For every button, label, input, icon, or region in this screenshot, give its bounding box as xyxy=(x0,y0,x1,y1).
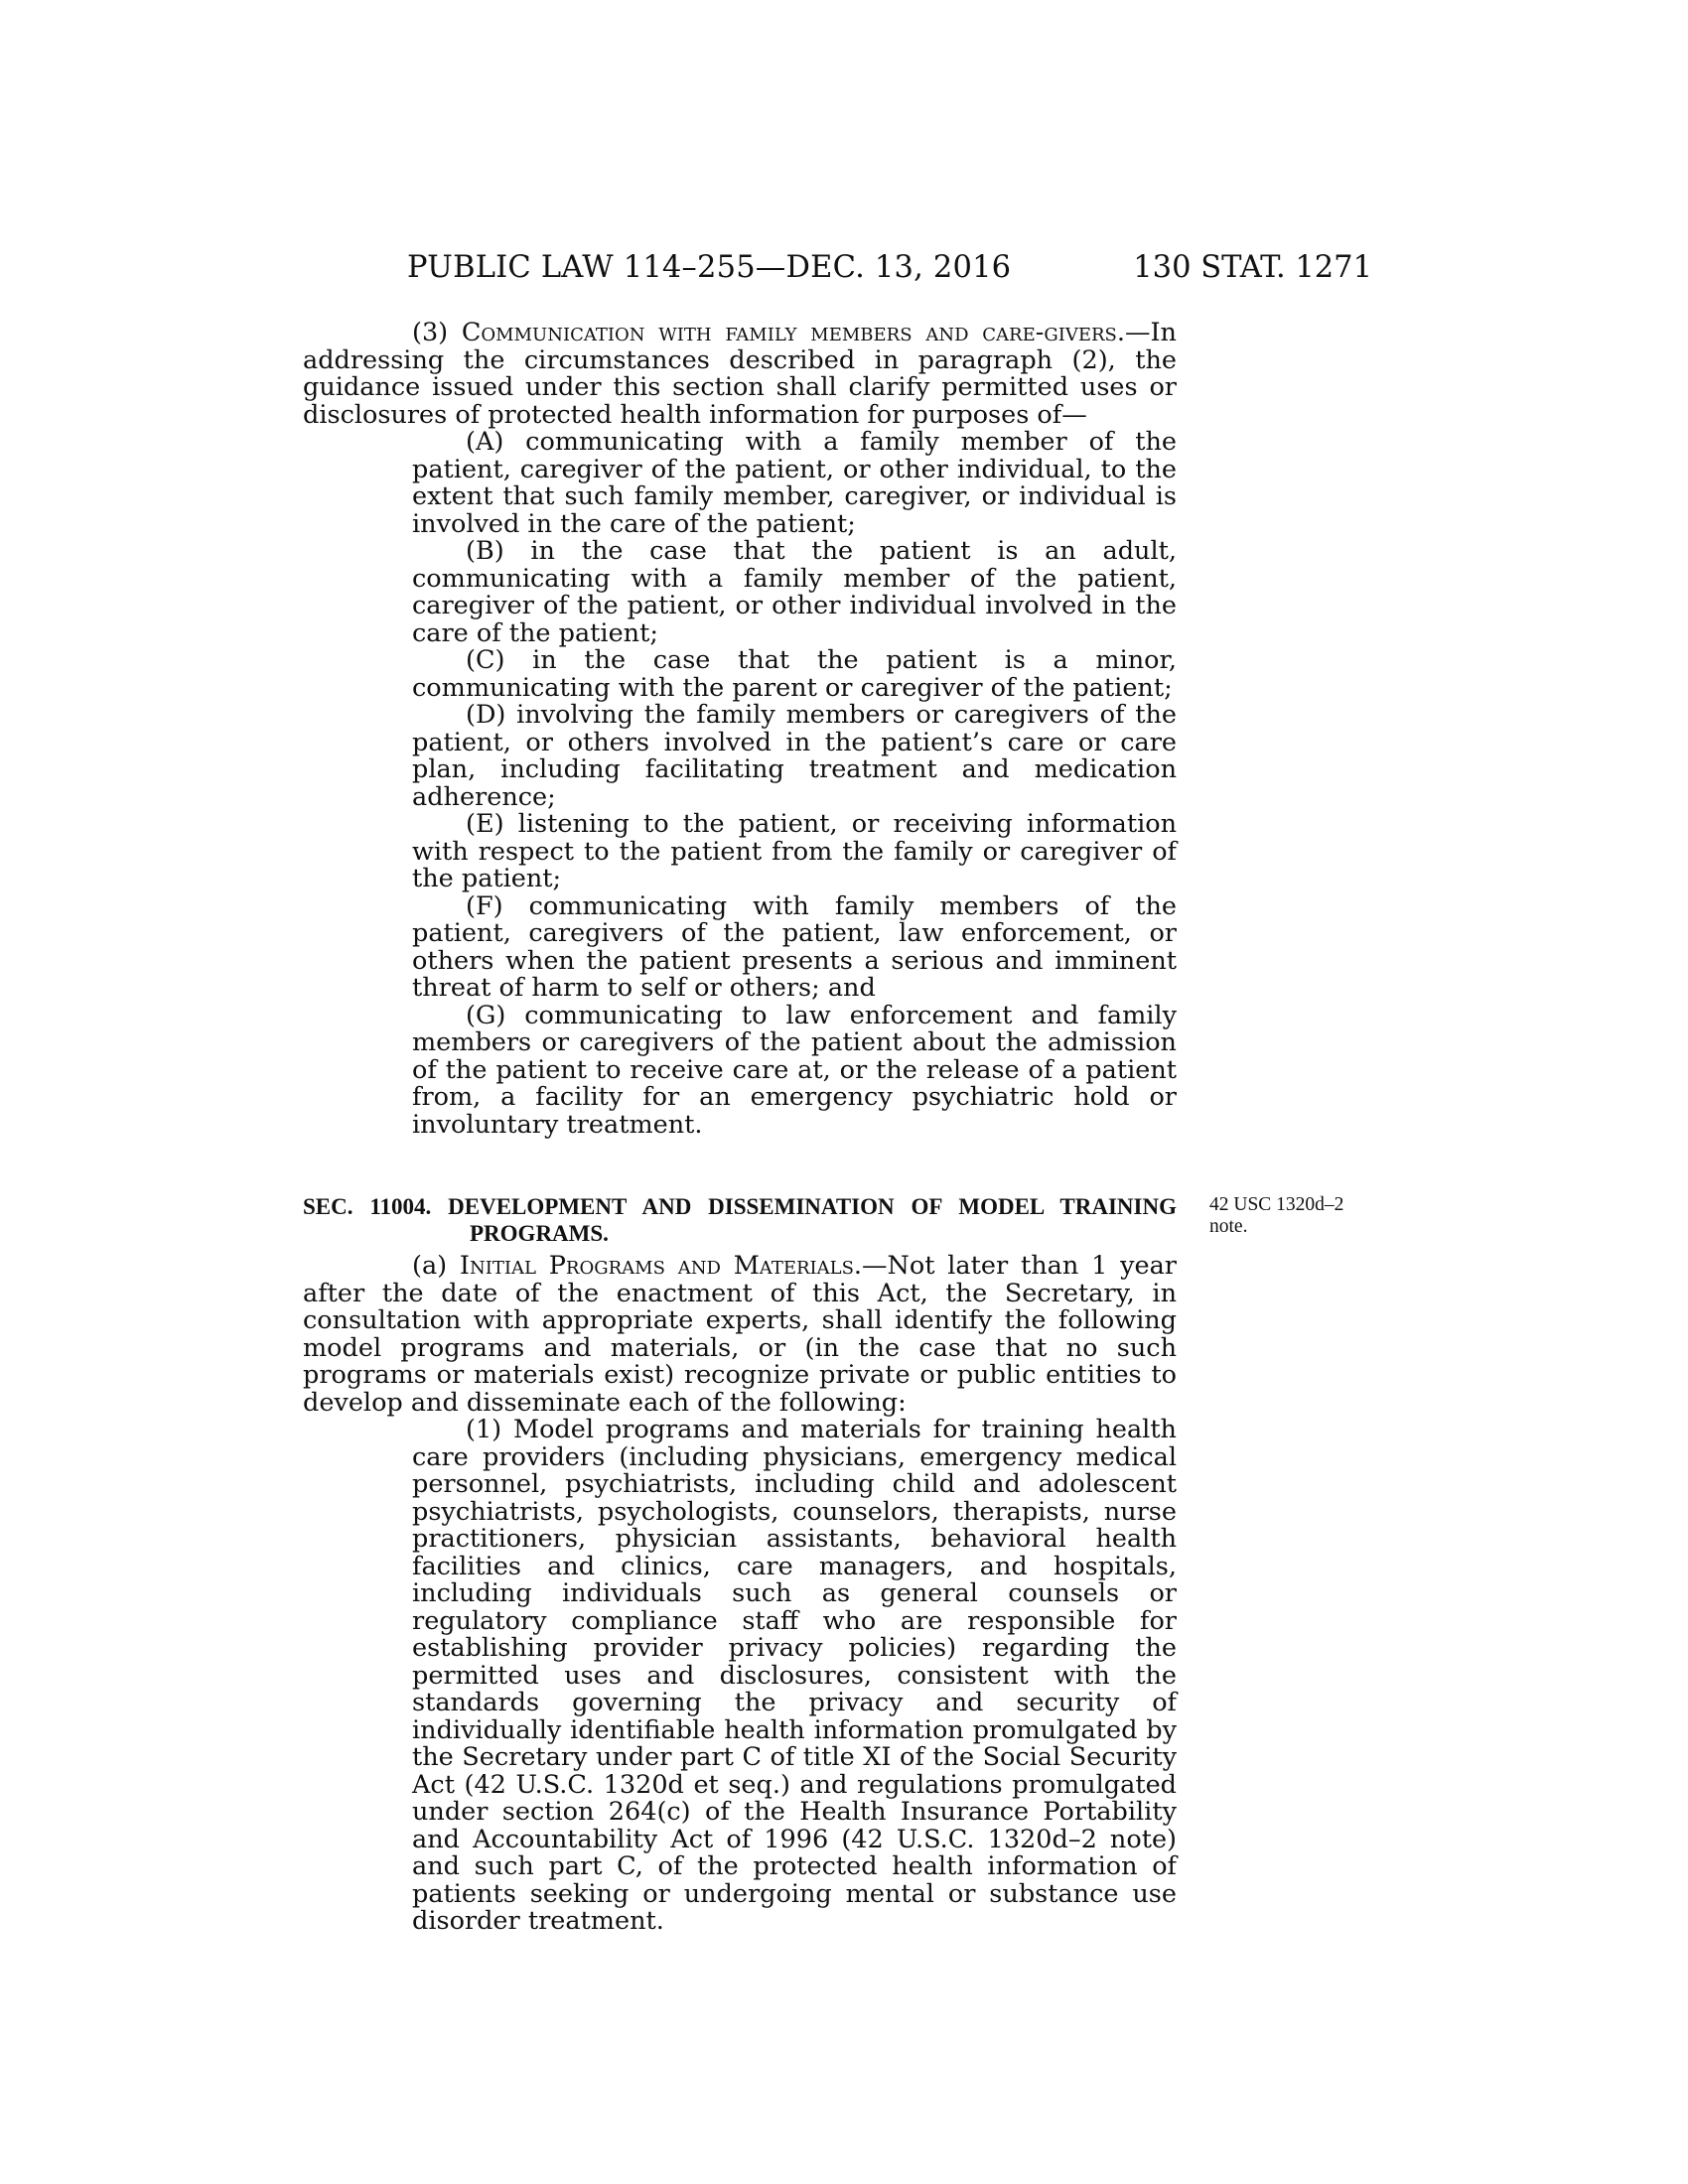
subsection-a-heading: Initial Programs and Materials. xyxy=(459,1251,863,1281)
section-heading xyxy=(303,1193,1177,1247)
margin-note-suffix: note. xyxy=(1209,1216,1248,1237)
page-stat-number: 130 STAT. 1271 xyxy=(1133,250,1372,285)
item-e: (E) listening to the patient, or receiving information with respect to the patient from the family or caregiver of the patient; xyxy=(412,809,1177,893)
paragraph-3-number: (3) xyxy=(412,318,462,347)
subsection-a-number: (a) xyxy=(412,1251,460,1281)
subsection-a-text: —Not later than 1 year after the date of the enactment of this Act, the Secretary, in consultation with appropriate experts, shall identify the following model programs and materials, or (in the case that no such programs or materials exist) recognize private or public entities to develop and disseminate each of the following: xyxy=(303,1251,1177,1418)
item-f: (F) communicating with family members of the patient, caregivers of the patient, law enforcement, or others when the patient presents a serious and imminent threat of harm to self or others; and xyxy=(412,890,1177,1003)
paragraph-3 xyxy=(303,320,1177,429)
section-heading-line2: PROGRAMS. xyxy=(470,1221,609,1246)
margin-note-citation: 42 USC 1320d–2 xyxy=(1209,1194,1344,1215)
item-b: (B) in the case that the patient is an adult, communicating with a family member of the patient, caregiver of the patient, or other individual involved in the care of the patient; xyxy=(412,536,1177,648)
paragraph-3-text: —In addressing the circumstances described in paragraph (2), the guidance issued under this section shall clarify permitted uses or disclosures of protected health information for purposes of— xyxy=(303,318,1177,430)
item-a: (A) communicating with a family member of the patient, caregiver of the patient, or other individual, to the extent that such family member, caregiver, or individual is involved in the care of the patient; xyxy=(412,427,1177,539)
subsection-a xyxy=(303,1253,1177,1417)
training-section xyxy=(303,1253,1177,1936)
item-d: (D) involving the family members or caregivers of the patient, or others involved in the patient’s care or care plan, including facilitating treatment and medication adherence; xyxy=(412,700,1177,812)
running-head: PUBLIC LAW 114–255—DEC. 13, 2016 xyxy=(407,250,1012,285)
guidance-section xyxy=(303,320,1177,1139)
subsection-a-paragraph-1: (1) Model programs and materials for training health care providers (including physicians, emergency medical personnel, psychiatrists, including child and adolescent psychiatrists, psychologists, counselors, therapists, nurse practitioners, physician assistants, behavioral health facilities and clinics, care managers, and hospitals, including individuals such as general counsels or regulatory compliance staff who are responsible for establishing provider privacy policies) regarding the permitted uses and disclosures, consistent with the standards governing the privacy and security of individually identifiable health information promulgated by the Secretary under part C of title XI of the Social Security Act (42 U.S.C. 1320d et seq.) and regulations promulgated under section 264(c) of the Health Insurance Portability and Accountability Act of 1996 (42 U.S.C. 1320d–2 note) and such part C, of the protected health information of patients seeking or undergoing mental or substance use disorder treatment. xyxy=(412,1415,1177,1936)
section-heading-line1: SEC. 11004. DEVELOPMENT AND DISSEMINATION OF MODEL TRAINING xyxy=(303,1194,1177,1219)
item-c: (C) in the case that the patient is a minor, communicating with the parent or caregiver of the patient; xyxy=(412,645,1177,703)
margin-note xyxy=(1209,1194,1343,1238)
page-header xyxy=(407,250,1400,290)
item-g: (G) communicating to law enforcement and family members or caregivers of the patient about the admission of the patient to receive care at, or the release of a patient from, a facility for an emergency psychiatric hold or involuntary treatment. xyxy=(412,1000,1177,1140)
paragraph-3-heading: Communication with family members and care-givers. xyxy=(461,318,1125,347)
